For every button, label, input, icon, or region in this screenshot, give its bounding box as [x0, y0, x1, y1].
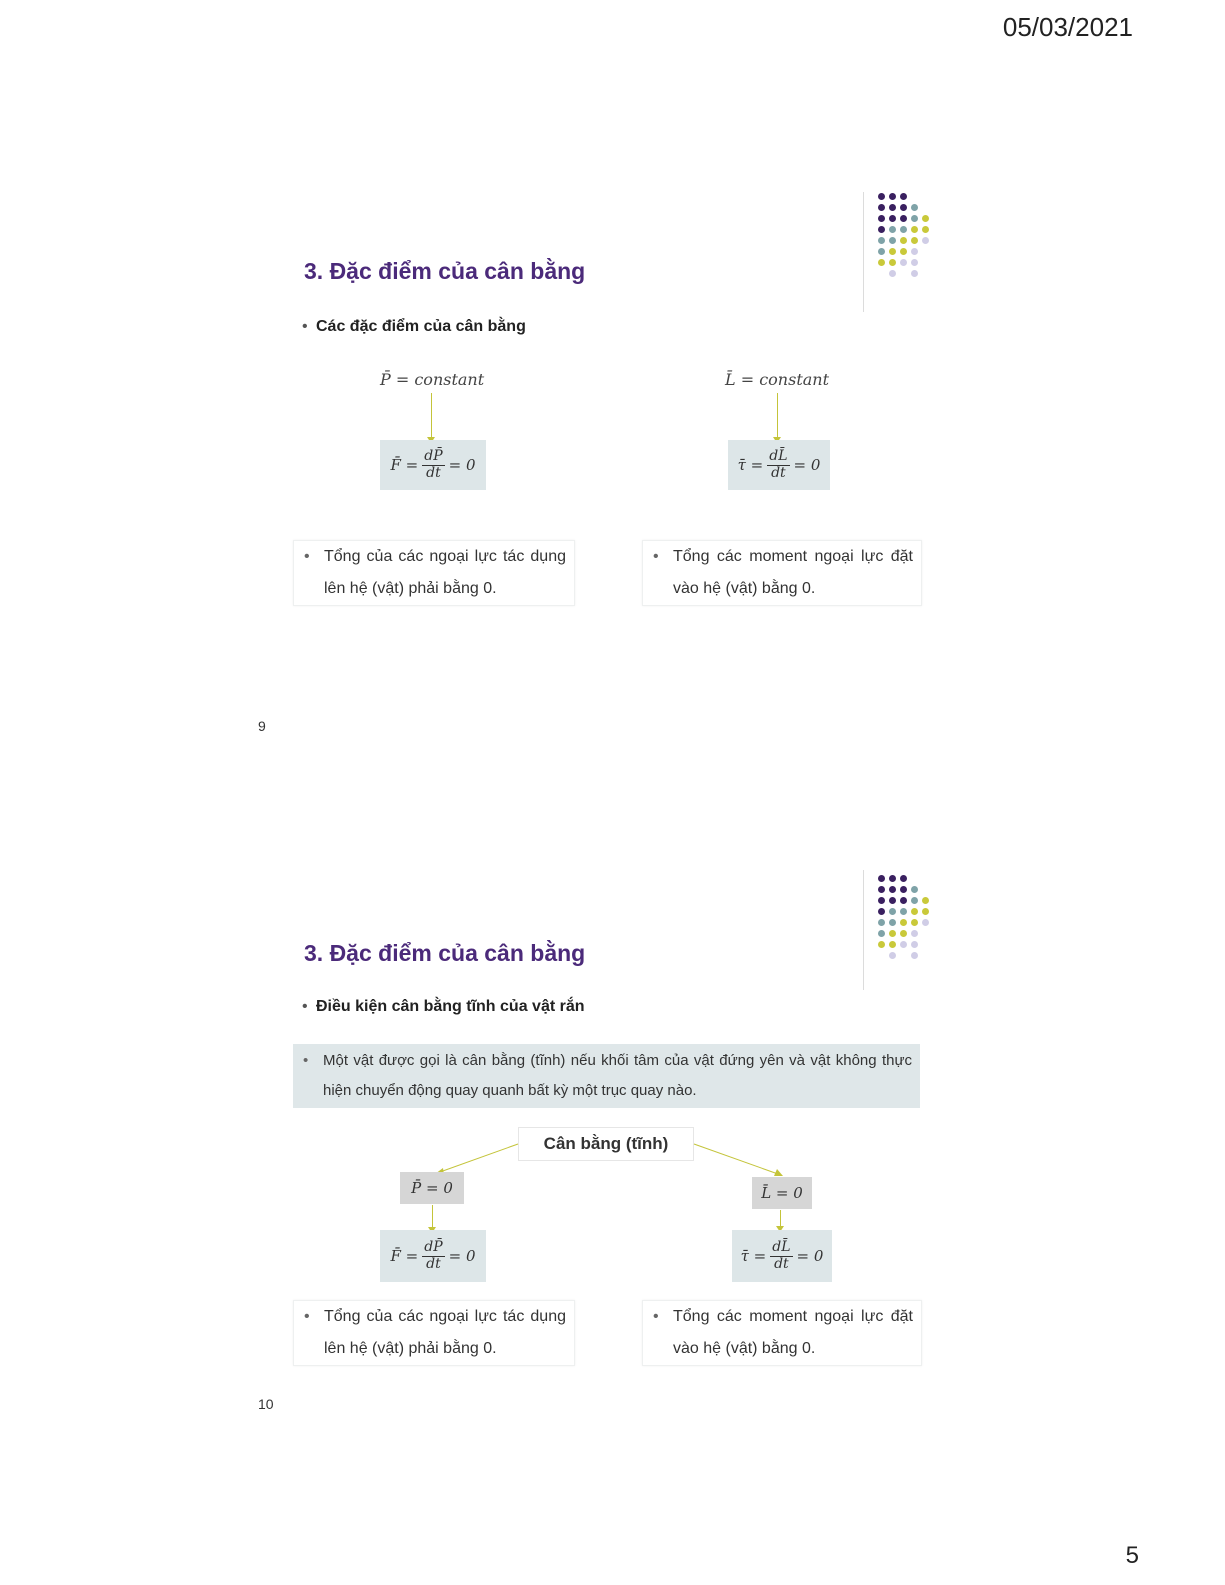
decor-dot	[900, 237, 907, 244]
eq-num: dL̄	[769, 448, 788, 465]
header-date: 05/03/2021	[1002, 12, 1133, 42]
slide-title: 3. Đặc điểm của cân bằng	[304, 940, 586, 966]
eq-rhs: = 0	[448, 1247, 476, 1265]
decor-dot	[922, 237, 929, 244]
decor-dot	[900, 193, 907, 200]
decor-dot	[911, 204, 918, 211]
eq-den: dt	[426, 1255, 441, 1272]
eq-fraction	[767, 449, 789, 481]
bullet-text: Điều kiện cân bằng tĩnh của vật rắn	[316, 998, 585, 1015]
eq-fraction	[422, 449, 444, 481]
decor-dot	[889, 248, 896, 255]
arrow-down-icon	[780, 1210, 781, 1226]
slide-title: 3. Đặc điểm của cân bằng	[304, 258, 586, 284]
eq-den: dt	[426, 464, 441, 481]
slide-9	[280, 180, 960, 620]
eq-num: dP̄	[424, 1239, 443, 1256]
eq-lhs: F̄ =	[390, 1247, 419, 1265]
note-text: Tổng các moment ngoại lực đặt vào hệ (vật) bằng 0.	[673, 1308, 913, 1357]
decor-dot	[922, 215, 929, 222]
slide-divider-line	[863, 192, 864, 312]
decor-dot	[878, 193, 885, 200]
note-text: Tổng các moment ngoại lực đặt vào hệ (vật) bằng 0.	[673, 548, 913, 597]
decor-dot	[889, 215, 896, 222]
decor-dot	[889, 226, 896, 233]
note-text: Tổng của các ngoại lực tác dụng lên hệ (vật) phải bằng 0.	[324, 548, 566, 597]
slide-10	[280, 862, 960, 1382]
eq-rhs: = 0	[796, 1247, 824, 1265]
slide-number: 9	[258, 718, 266, 734]
definition-paragraph: • Một vật được gọi là cân bằng (tĩnh) nếu khối tâm của vật đứng yên và vật không thực hiện chuyển động quay quanh bất kỳ một trục quay nào.	[293, 1044, 920, 1108]
decor-dot	[911, 248, 918, 255]
decor-dot	[878, 259, 885, 266]
angular-momentum-zero-box: L̄ = 0	[752, 1177, 812, 1209]
eq-num: dL̄	[772, 1239, 791, 1256]
note-torque: • Tổng các moment ngoại lực đặt vào hệ (vật) bằng 0.	[642, 1300, 922, 1366]
arrow-down-icon	[432, 1205, 433, 1227]
eq-fraction	[422, 1240, 444, 1272]
decor-dot	[889, 270, 896, 277]
note-text: Tổng của các ngoại lực tác dụng lên hệ (vật) phải bằng 0.	[324, 1308, 566, 1357]
decor-dot	[900, 248, 907, 255]
decor-dot	[911, 270, 918, 277]
decor-dot	[878, 204, 885, 211]
decor-dot	[878, 226, 885, 233]
decor-dot	[900, 226, 907, 233]
eq-num: dP̄	[424, 448, 443, 465]
eq-lhs: F̄ =	[390, 456, 419, 474]
momentum-zero-box: P̄ = 0	[400, 1172, 464, 1204]
decor-dot	[911, 215, 918, 222]
decor-dot	[889, 193, 896, 200]
decor-dot	[889, 204, 896, 211]
decor-dot	[911, 226, 918, 233]
decor-dot	[878, 237, 885, 244]
eq-lhs: τ̄ =	[740, 1247, 767, 1265]
decor-dot	[900, 204, 907, 211]
momentum-constant-equation: P̄ = constant	[380, 370, 485, 389]
slide-bullet: • Điều kiện cân bằng tĩnh của vật rắn	[302, 998, 585, 1015]
eq-lhs: τ̄ =	[737, 456, 764, 474]
decor-dot	[878, 215, 885, 222]
decor-dot	[911, 259, 918, 266]
eq-den: dt	[771, 464, 786, 481]
slide-number: 10	[258, 1396, 274, 1412]
page-number: 5	[1125, 1542, 1139, 1569]
decor-dot	[878, 248, 885, 255]
eq-rhs: = 0	[793, 456, 821, 474]
note-force: • Tổng của các ngoại lực tác dụng lên hệ (vật) phải bằng 0.	[293, 1300, 575, 1366]
decor-dot	[900, 215, 907, 222]
note-torque: • Tổng các moment ngoại lực đặt vào hệ (vật) bằng 0.	[642, 540, 922, 606]
decor-dot	[900, 259, 907, 266]
force-equation-box	[380, 440, 486, 490]
decor-dot	[889, 259, 896, 266]
decor-dot	[922, 226, 929, 233]
arrow-down-icon	[777, 393, 778, 437]
eq-rhs: = 0	[448, 456, 476, 474]
note-force: • Tổng của các ngoại lực tác dụng lên hệ (vật) phải bằng 0.	[293, 540, 575, 606]
arrow-down-icon	[431, 393, 432, 437]
decor-dot	[911, 237, 918, 244]
angular-momentum-constant-equation: L̄ = constant	[725, 370, 830, 389]
torque-equation-box	[728, 440, 830, 490]
eq-fraction	[770, 1240, 792, 1272]
force-equation-box	[380, 1230, 486, 1282]
slide-bullet: • Các đặc điểm của cân bằng	[302, 318, 526, 335]
paragraph-text: Một vật được gọi là cân bằng (tĩnh) nếu khối tâm của vật đứng yên và vật không thực hiện chuyển động quay quanh bất kỳ một trục quay nào.	[323, 1052, 912, 1099]
torque-equation-box	[732, 1230, 832, 1282]
equilibrium-label-box: Cân bằng (tĩnh)	[518, 1127, 694, 1161]
decor-dot	[889, 237, 896, 244]
bullet-text: Các đặc điểm của cân bằng	[316, 318, 526, 335]
eq-den: dt	[774, 1255, 789, 1272]
